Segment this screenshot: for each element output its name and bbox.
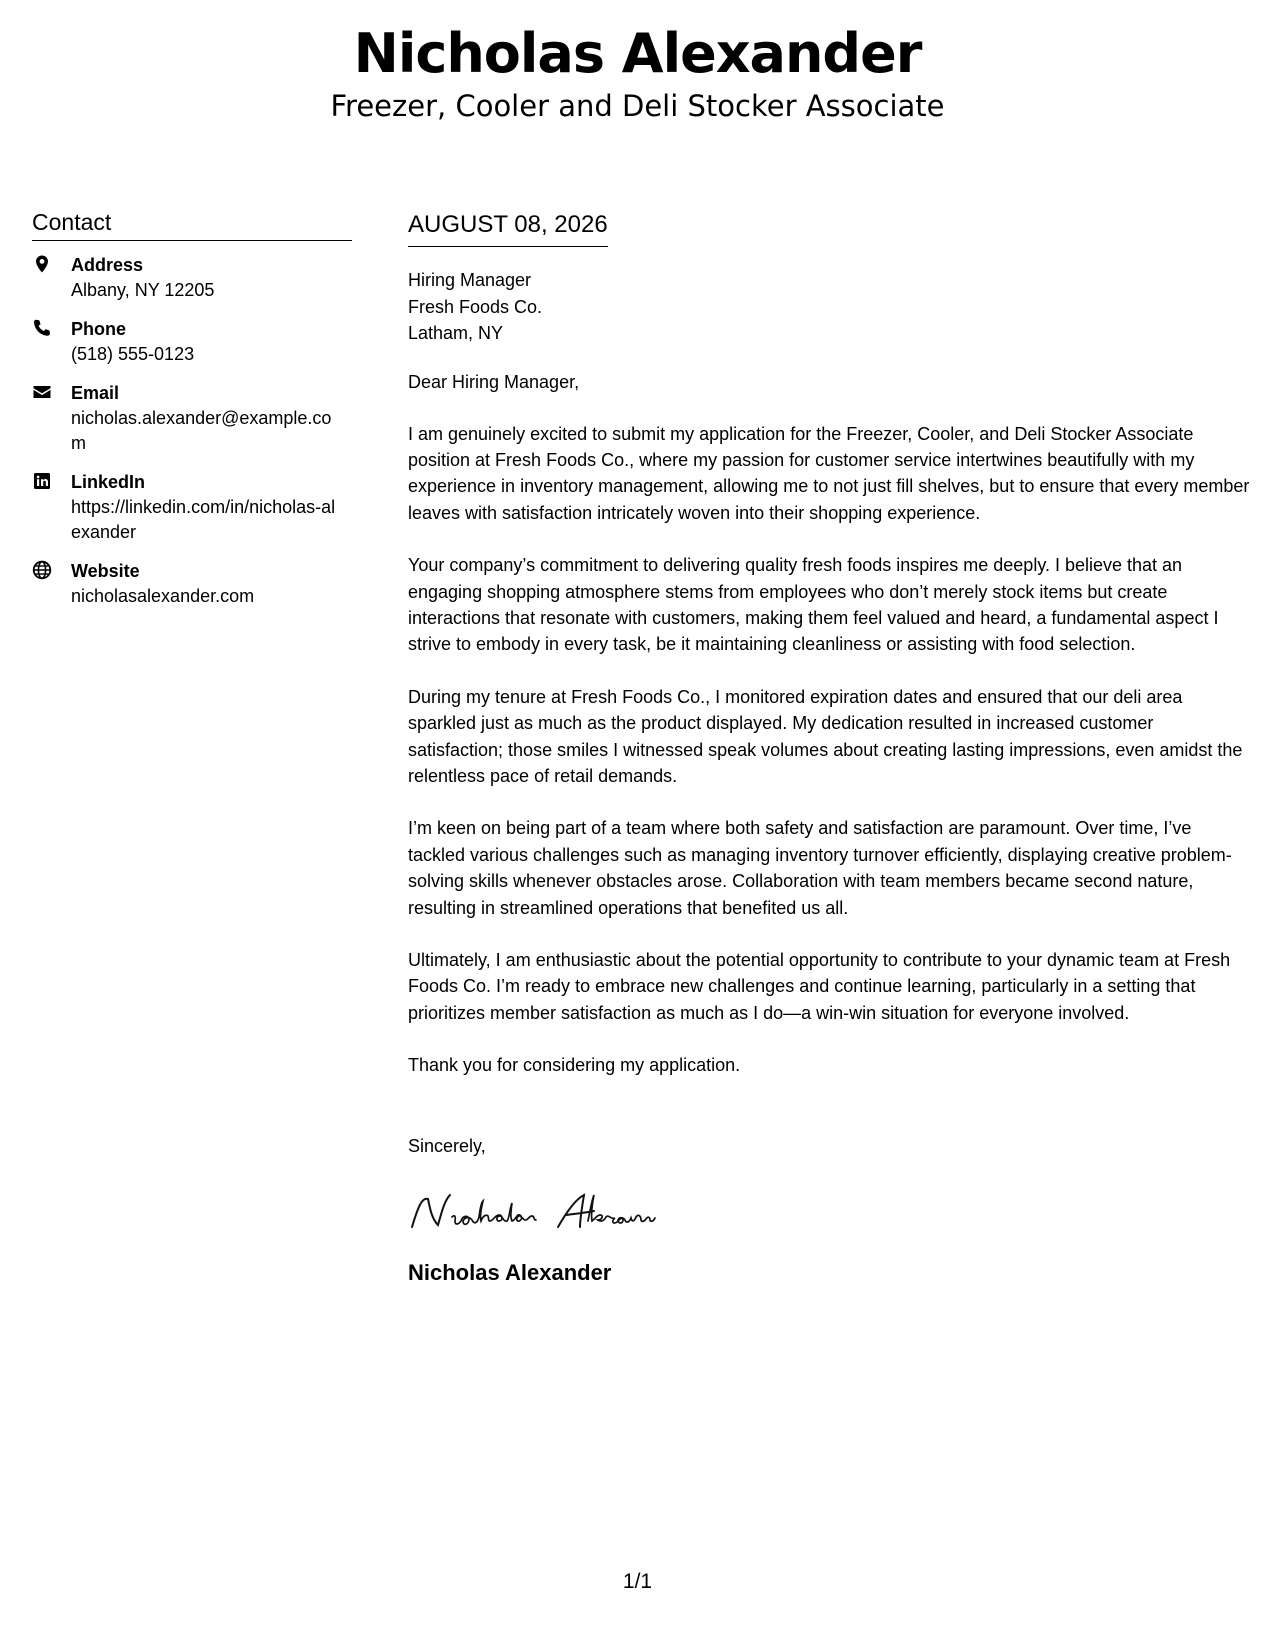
globe-icon [32, 560, 54, 582]
recipient-line: Hiring Manager [408, 270, 532, 290]
letter-paragraph: I’m keen on being part of a team where both safety and satisfaction are paramount. Over time, I’ve tackled various challenges such as managing inventory turnover efficiently, displaying creative problem-solving skills whenever obstacles arose. Collaboration with team members became second nature, resulting in streamlined operations that benefited us all. [408, 818, 1232, 918]
letter-paragraph: Thank you for considering my application. [408, 1055, 741, 1076]
recipient-line: Fresh Foods Co. [408, 296, 543, 317]
contact-address [32, 253, 352, 303]
contact-phone [32, 317, 352, 367]
job-title: Freezer, Cooler and Deli Stocker Associate [330, 89, 945, 123]
linkedin-icon [32, 471, 54, 493]
letter-paragraph: Your company’s commitment to delivering quality fresh foods inspires me deeply. I believe that an engaging shopping atmosphere stems from employees who don’t merely stock items but create interactions that resonate with customers, making them feel valued and heard, a fundamental aspect I strive to embody in every task, be it maintaining cleanliness or assisting with food selection. [408, 555, 1219, 655]
phone-value: (518) 555-0123 [71, 344, 195, 364]
salutation: Dear Hiring Manager, [408, 371, 580, 392]
contact-sidebar [32, 208, 352, 623]
signer-name: Nicholas Alexander [408, 1259, 612, 1285]
applicant-name: Nicholas Alexander [353, 22, 922, 85]
letter-date: AUGUST 08, 2026 [408, 210, 608, 247]
website-value[interactable]: nicholasalexander.com [71, 586, 255, 606]
contact-label: Address [71, 255, 144, 275]
address-value: Albany, NY 12205 [71, 280, 215, 300]
contact-website [32, 559, 352, 609]
linkedin-value[interactable]: https://linkedin.com/in/nicholas-alexander [71, 497, 336, 542]
contact-linkedin [32, 470, 352, 545]
letter-body [408, 210, 1253, 1287]
letter-header [0, 22, 1275, 124]
contact-heading: Contact [32, 208, 352, 241]
map-pin-icon [32, 254, 54, 276]
handwritten-signature [408, 1187, 678, 1237]
email-value[interactable]: nicholas.alexander@example.com [71, 408, 332, 453]
contact-label: Email [71, 383, 120, 403]
contact-label: Phone [71, 319, 127, 339]
letter-paragraph: Ultimately, I am enthusiastic about the potential opportunity to contribute to your dynamic team at Fresh Foods Co. I’m ready to embrace new challenges and continue learning, particularly in a setting that prioritizes member satisfaction as much as I do—a win-win situation for everyone involved. [408, 950, 1231, 1023]
letter-paragraph: During my tenure at Fresh Foods Co., I monitored expiration dates and ensured that our deli area sparkled just as much as the product displayed. My dedication resulted in increased customer satisfaction; those smiles I witnessed speak volumes about creating lasting impressions, even amidst the relentless pace of retail demands. [408, 686, 1243, 786]
page-number: 1/1 [622, 1570, 653, 1593]
closing: Sincerely, [408, 1135, 486, 1156]
letter-paragraph: I am genuinely excited to submit my application for the Freezer, Cooler, and Deli Stocker Associate position at Fresh Foods Co., where my passion for customer service intertwines beautifully with my experience in inventory management, allowing me to not just fill shelves, but to ensure that every member leaves with satisfaction intricately woven into their shopping experience. [408, 423, 1250, 523]
phone-icon [32, 318, 54, 340]
contact-label: LinkedIn [71, 472, 146, 492]
envelope-icon [32, 382, 54, 404]
contact-email [32, 381, 352, 456]
recipient-line: Latham, NY [408, 323, 504, 343]
recipient-block [408, 267, 1253, 347]
contact-label: Website [71, 561, 140, 581]
